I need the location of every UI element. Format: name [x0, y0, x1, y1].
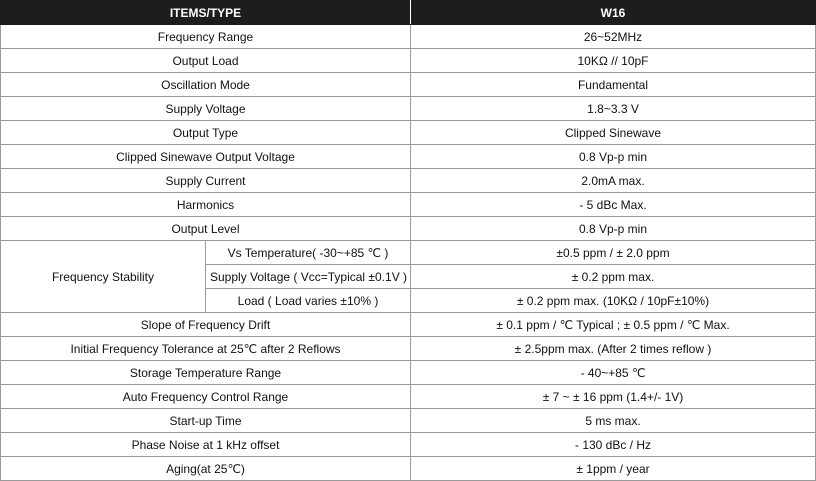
stability-value: ± 0.2 ppm max. (10KΩ / 10pF±10%)	[411, 289, 816, 313]
table-row	[1, 313, 816, 337]
stability-condition: Load ( Load varies ±10% )	[206, 289, 411, 313]
item-label: Supply Current	[1, 169, 411, 193]
item-label: Oscillation Mode	[1, 73, 411, 97]
table-row	[1, 241, 816, 265]
item-value: 0.8 Vp-p min	[411, 217, 816, 241]
item-label: Start-up Time	[1, 409, 411, 433]
item-label: Output Level	[1, 217, 411, 241]
table-row	[1, 49, 816, 73]
item-value: - 5 dBc Max.	[411, 193, 816, 217]
item-label: Aging(at 25℃)	[1, 457, 411, 481]
header-row	[1, 1, 816, 25]
stability-condition: Supply Voltage ( Vcc=Typical ±0.1V )	[206, 265, 411, 289]
table-row	[1, 169, 816, 193]
item-label: Harmonics	[1, 193, 411, 217]
item-label: Auto Frequency Control Range	[1, 385, 411, 409]
item-value: ± 2.5ppm max. (After 2 times reflow )	[411, 337, 816, 361]
header-items-type: ITEMS/TYPE	[1, 1, 411, 25]
item-label: Output Load	[1, 49, 411, 73]
stability-value: ± 0.2 ppm max.	[411, 265, 816, 289]
item-value: 5 ms max.	[411, 409, 816, 433]
item-value: - 40~+85 ℃	[411, 361, 816, 385]
item-value: 26~52MHz	[411, 25, 816, 49]
item-label: Clipped Sinewave Output Voltage	[1, 145, 411, 169]
table-row	[1, 457, 816, 481]
item-label: Supply Voltage	[1, 97, 411, 121]
table-row	[1, 385, 816, 409]
item-value: 2.0mA max.	[411, 169, 816, 193]
table-row	[1, 73, 816, 97]
table-row	[1, 97, 816, 121]
table-row	[1, 25, 816, 49]
table-row	[1, 217, 816, 241]
stability-condition: Vs Temperature( -30~+85 ℃ )	[206, 241, 411, 265]
item-label: Storage Temperature Range	[1, 361, 411, 385]
table-row	[1, 409, 816, 433]
stability-value: ±0.5 ppm / ± 2.0 ppm	[411, 241, 816, 265]
item-value: 0.8 Vp-p min	[411, 145, 816, 169]
item-value: 1.8~3.3 V	[411, 97, 816, 121]
item-value: ± 1ppm / year	[411, 457, 816, 481]
item-value: ± 0.1 ppm / ℃ Typical ; ± 0.5 ppm / ℃ Max.	[411, 313, 816, 337]
header-model: W16	[411, 1, 816, 25]
spec-body	[1, 25, 816, 481]
item-label: Slope of Frequency Drift	[1, 313, 411, 337]
item-label: Output Type	[1, 121, 411, 145]
item-label: Frequency Range	[1, 25, 411, 49]
stability-label: Frequency Stability	[1, 241, 206, 313]
table-row	[1, 145, 816, 169]
item-value: ± 7 ~ ± 16 ppm (1.4+/- 1V)	[411, 385, 816, 409]
item-value: - 130 dBc / Hz	[411, 433, 816, 457]
item-label: Initial Frequency Tolerance at 25℃ after 2 Reflows	[1, 337, 411, 361]
table-row	[1, 337, 816, 361]
table-row	[1, 193, 816, 217]
item-value: Fundamental	[411, 73, 816, 97]
table-row	[1, 433, 816, 457]
table-row	[1, 361, 816, 385]
item-value: Clipped Sinewave	[411, 121, 816, 145]
table-row	[1, 121, 816, 145]
item-value: 10KΩ // 10pF	[411, 49, 816, 73]
item-label: Phase Noise at 1 kHz offset	[1, 433, 411, 457]
